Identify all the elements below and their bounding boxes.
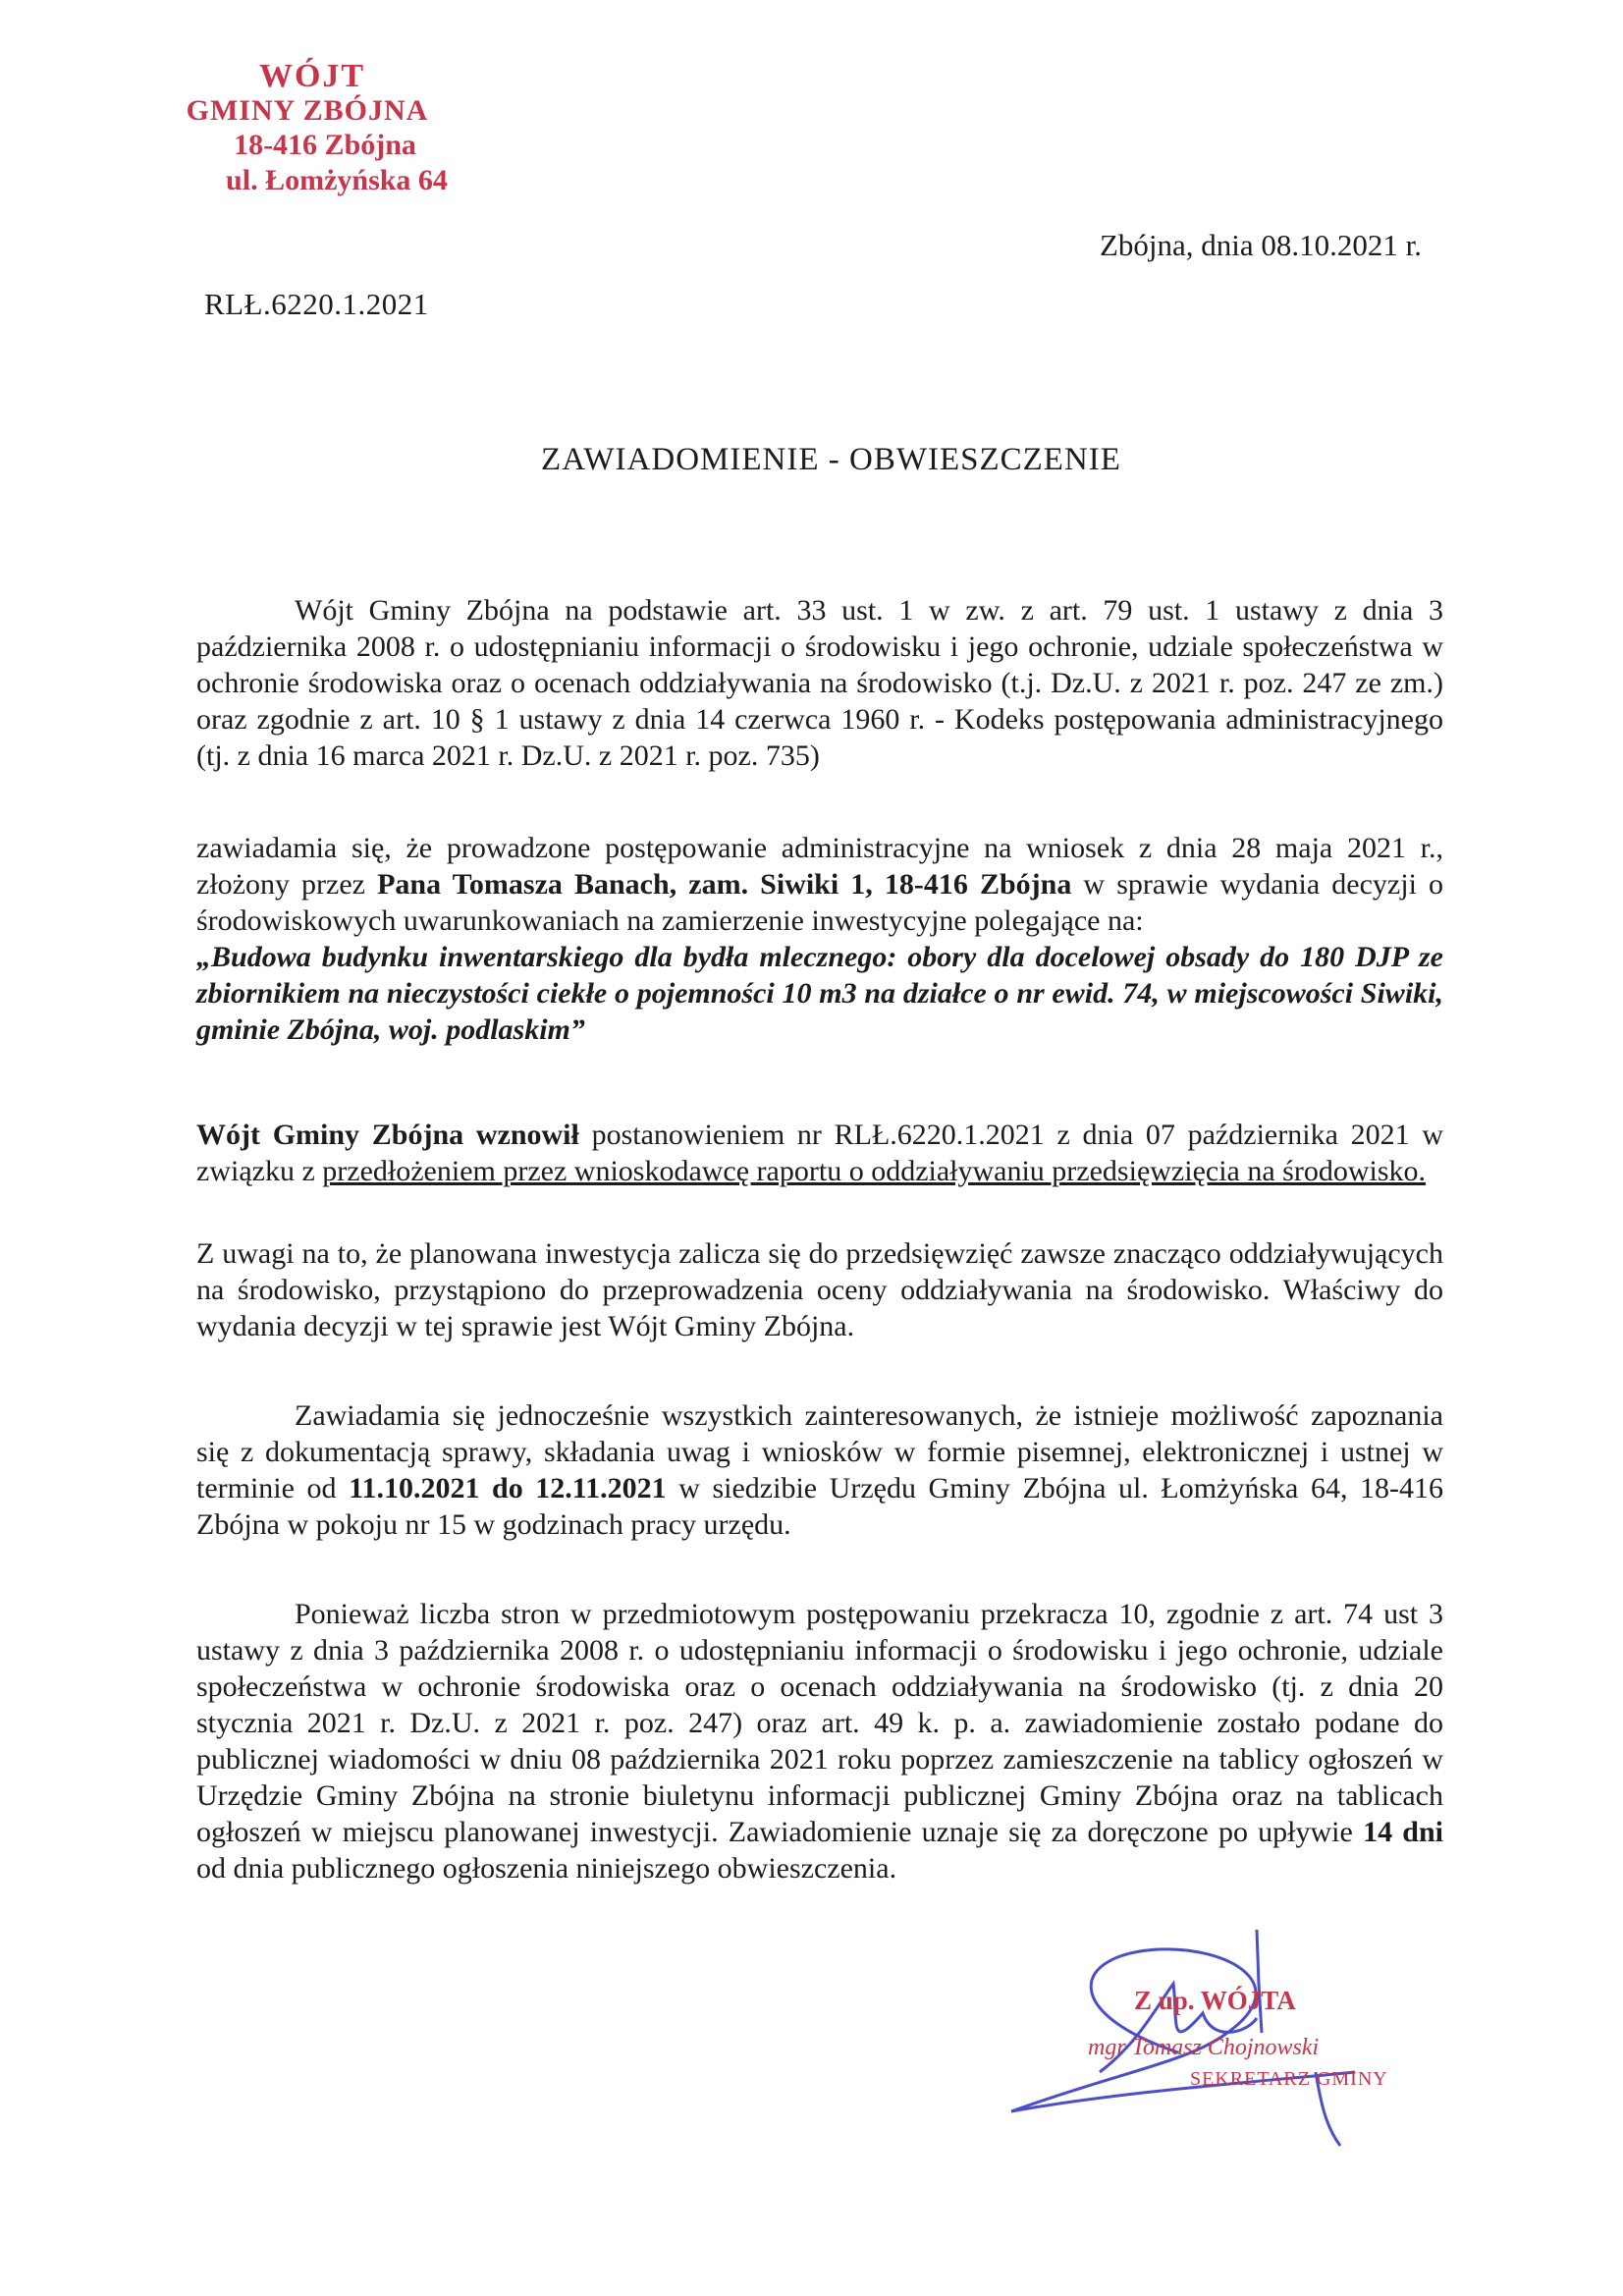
date-line: Zbójna, dnia 08.10.2021 r. [1100, 228, 1423, 262]
signature-stamp-line-1: Z up. WÓJTA [1134, 1986, 1296, 2015]
signature-stamp-line-2: mgr Tomasz Chojnowski [1088, 2035, 1320, 2060]
paragraph-notification [196, 830, 1443, 1048]
paragraph-6-part-2: od dnia publicznego ogłoszenia niniejszego obwieszczenia. [196, 1852, 897, 1885]
paragraph-1-text: Wójt Gminy Zbójna na podstawie art. 33 ust. 1 w zw. z art. 79 ust. 1 ustawy z dnia 3 października 2008 r. o udostępnianiu informacji o środowisku i jego ochronie, udziale społeczeństwa w ochronie środowiska oraz o ocenach oddziaływania na środowisko (t.j. Dz.U. z 2021 r. poz. 247 ze zm.) oraz zgodnie z art. 10 § 1 ustawy z dnia 14 czerwca 1960 r. - Kodeks postępowania administracyjnego (tj. z dnia 16 marca 2021 r. Dz.U. z 2021 r. poz. 735) [196, 594, 1443, 772]
paragraph-3-part-1: postanowieniem nr RLŁ.6220.1.2021 z dnia 07 października 2021 w związku z [196, 1119, 1443, 1187]
paragraph-consultation [196, 1397, 1443, 1543]
stamp-line-4: ul. Łomżyńska 64 [226, 164, 448, 196]
paragraph-3-bold: Wójt Gminy Zbójna wznowił [196, 1119, 579, 1151]
paragraph-legal-basis [196, 592, 1443, 774]
paragraph-publication [196, 1596, 1443, 1886]
paragraph-5-part-2: w siedzibie Urzędu Gminy Zbójna ul. Łomżyńska 64, 18-416 Zbójna w pokoju nr 15 w godzinach pracy urzędu. [196, 1472, 1444, 1541]
paragraph-2-part-2: w sprawie wydania decyzji o środowiskowych uwarunkowaniach na zamierzenie inwestycyjne polegające na: [196, 868, 1444, 937]
office-stamp [165, 59, 450, 198]
paragraph-5-part-1: Zawiadamia się jednocześnie wszystkich zainteresowanych, że istnieje możliwość zapoznania się z dokumentacją sprawy, składania uwag i wniosków w formie pisemnej, elektronicznej i ustnej w terminie od [196, 1399, 1443, 1504]
case-number: RLŁ.6220.1.2021 [204, 287, 429, 321]
applicant-name: Pana Tomasza Banach, zam. Siwiki 1, 18-416 Zbójna [377, 868, 1072, 901]
paragraph-4-text: Z uwagi na to, że planowana inwestycja zalicza się do przedsięwzięć zawsze znacząco oddziaływujących na środowisko, przystąpiono do przeprowadzenia oceny oddziaływania na środowisko. Właściwy do wydania decyzji w tej sprawie jest Wójt Gminy Zbójna. [196, 1237, 1443, 1342]
paragraph-3-underlined: przedłożeniem przez wnioskodawcę raportu o oddziaływaniu przedsięwzięcia na środowisko. [322, 1155, 1427, 1187]
stamp-line-2: GMINY ZBÓJNA [186, 94, 429, 127]
paragraph-6-part-1: Ponieważ liczba stron w przedmiotowym postępowaniu przekracza 10, zgodnie z art. 74 ust 3 ustawy z dnia 3 października 2008 r. o udostępnianiu informacji o środowisku i jego ochronie, udziale społeczeństwa w ochronie środowiska oraz o ocenach oddziaływania na środowisko (tj. z dnia 20 stycznia 2021 r. Dz.U. z 2021 r. poz. 247) oraz art. 49 k. p. a. zawiadomienie zostało podane do publicznej wiadomości w dniu 08 października 2021 roku poprzez zamieszczenie na tablicy ogłoszeń w Urzędzie Gminy Zbójna na stronie biuletynu informacji publicznej Gminy Zbójna oraz na tablicach ogłoszeń w miejscu planowanej inwestycji. Zawiadomienie uznaje się za doręczone po upływie [196, 1598, 1443, 1848]
document-title: ZAWIADOMIENIE - OBWIESZCZENIE [541, 442, 1121, 477]
stamp-line-1: WÓJT [258, 58, 366, 94]
signature-block [1001, 1925, 1414, 2180]
signature-stamp-line-3: SEKRETARZ GMINY [1190, 2068, 1388, 2090]
paragraph-resumption [196, 1117, 1443, 1189]
stamp-line-3: 18-416 Zbójna [234, 129, 416, 161]
investment-description: „Budowa budynku inwentarskiego dla bydła mlecznego: obory dla docelowej obsady do 180 DJP ze zbiornikiem na nieczystości ciekłe o pojemności 10 m3 na działce o nr ewid. 74, w miejscowości Siwiki, gminie Zbójna, woj. podlaskim” [196, 941, 1443, 1046]
consultation-dates: 11.10.2021 do 12.11.2021 [349, 1472, 667, 1504]
paragraph-2-part-1: zawiadamia się, że prowadzone postępowanie administracyjne na wniosek z dnia 28 maja 2021 r., złożony przez [196, 832, 1443, 901]
paragraph-assessment [196, 1235, 1443, 1344]
delivery-days: 14 dni [1363, 1816, 1443, 1848]
